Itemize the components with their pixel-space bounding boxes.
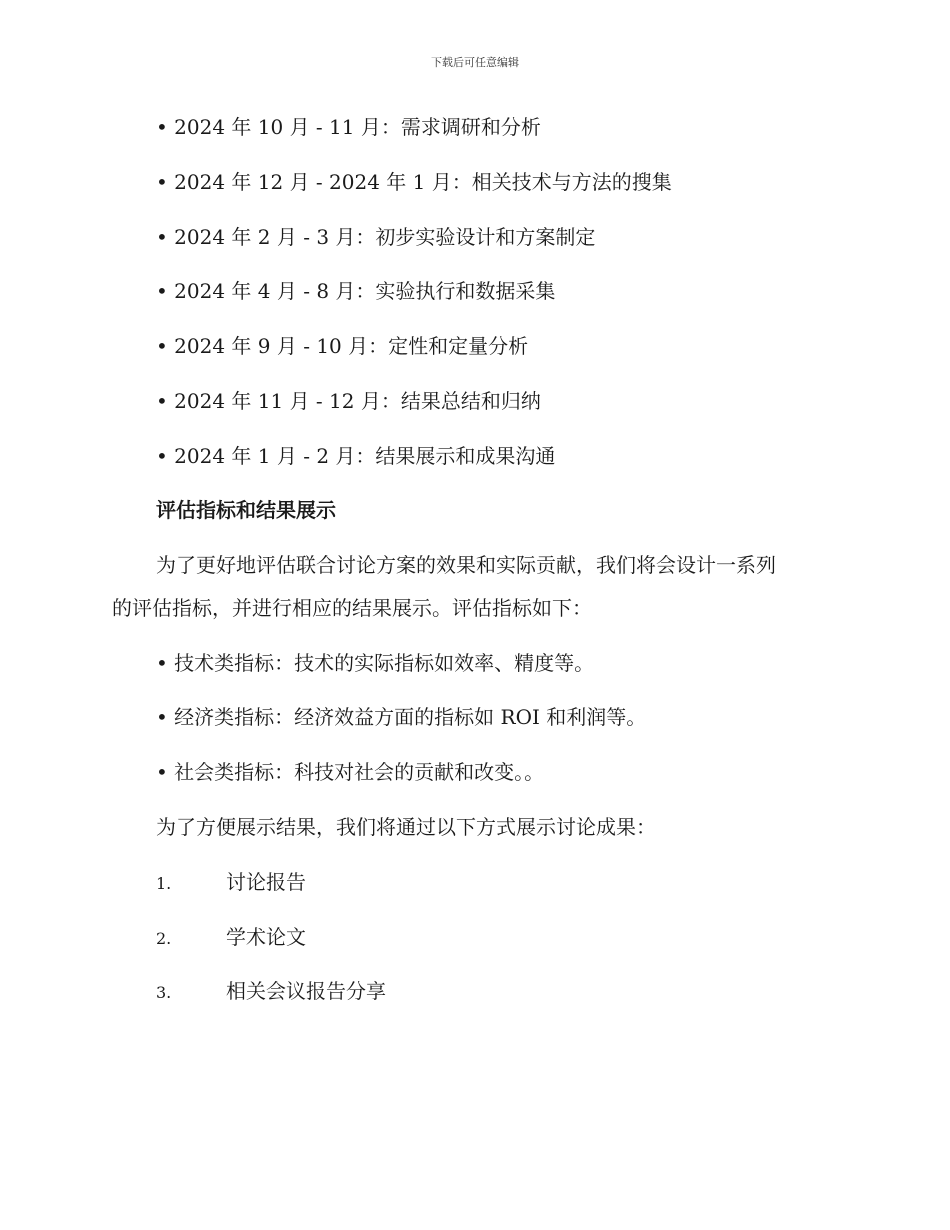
timeline-item: • 2024 年 12 月 - 2024 年 1 月：相关技术与方法的搜集 bbox=[156, 170, 672, 194]
list-number: 3. bbox=[156, 983, 172, 1002]
intro-paragraph-line-1: 为了更好地评估联合讨论方案的效果和实际贡献，我们将会设计一系列 bbox=[156, 553, 776, 577]
timeline-item: • 2024 年 4 月 - 8 月：实验执行和数据采集 bbox=[156, 279, 556, 303]
display-intro-paragraph: 为了方便展示结果，我们将通过以下方式展示讨论成果： bbox=[156, 815, 656, 839]
list-text: 相关会议报告分享 bbox=[226, 979, 386, 1003]
page-header: 下载后可任意编辑 bbox=[431, 56, 519, 69]
timeline-item: • 2024 年 10 月 - 11 月：需求调研和分析 bbox=[156, 115, 541, 139]
list-text: 讨论报告 bbox=[226, 870, 306, 894]
indicator-item: • 社会类指标：科技对社会的贡献和改变。。 bbox=[156, 760, 545, 784]
timeline-item: • 2024 年 9 月 - 10 月：定性和定量分析 bbox=[156, 334, 529, 358]
list-number: 2. bbox=[156, 929, 172, 948]
list-text: 学术论文 bbox=[226, 925, 306, 949]
timeline-item: • 2024 年 11 月 - 12 月：结果总结和归纳 bbox=[156, 389, 541, 413]
indicator-item: • 经济类指标：经济效益方面的指标如 ROI 和利润等。 bbox=[156, 705, 647, 729]
timeline-item: • 2024 年 2 月 - 3 月：初步实验设计和方案制定 bbox=[156, 225, 596, 249]
numbered-list-item bbox=[156, 978, 386, 1006]
indicator-item: • 技术类指标：技术的实际指标如效率、精度等。 bbox=[156, 651, 595, 675]
intro-paragraph-line-2: 的评估指标，并进行相应的结果展示。评估指标如下： bbox=[112, 596, 592, 620]
numbered-list-item bbox=[156, 924, 306, 952]
section-heading: 评估指标和结果展示 bbox=[156, 498, 336, 522]
numbered-list-item bbox=[156, 869, 306, 897]
timeline-item: • 2024 年 1 月 - 2 月：结果展示和成果沟通 bbox=[156, 444, 556, 468]
list-number: 1. bbox=[156, 874, 172, 893]
